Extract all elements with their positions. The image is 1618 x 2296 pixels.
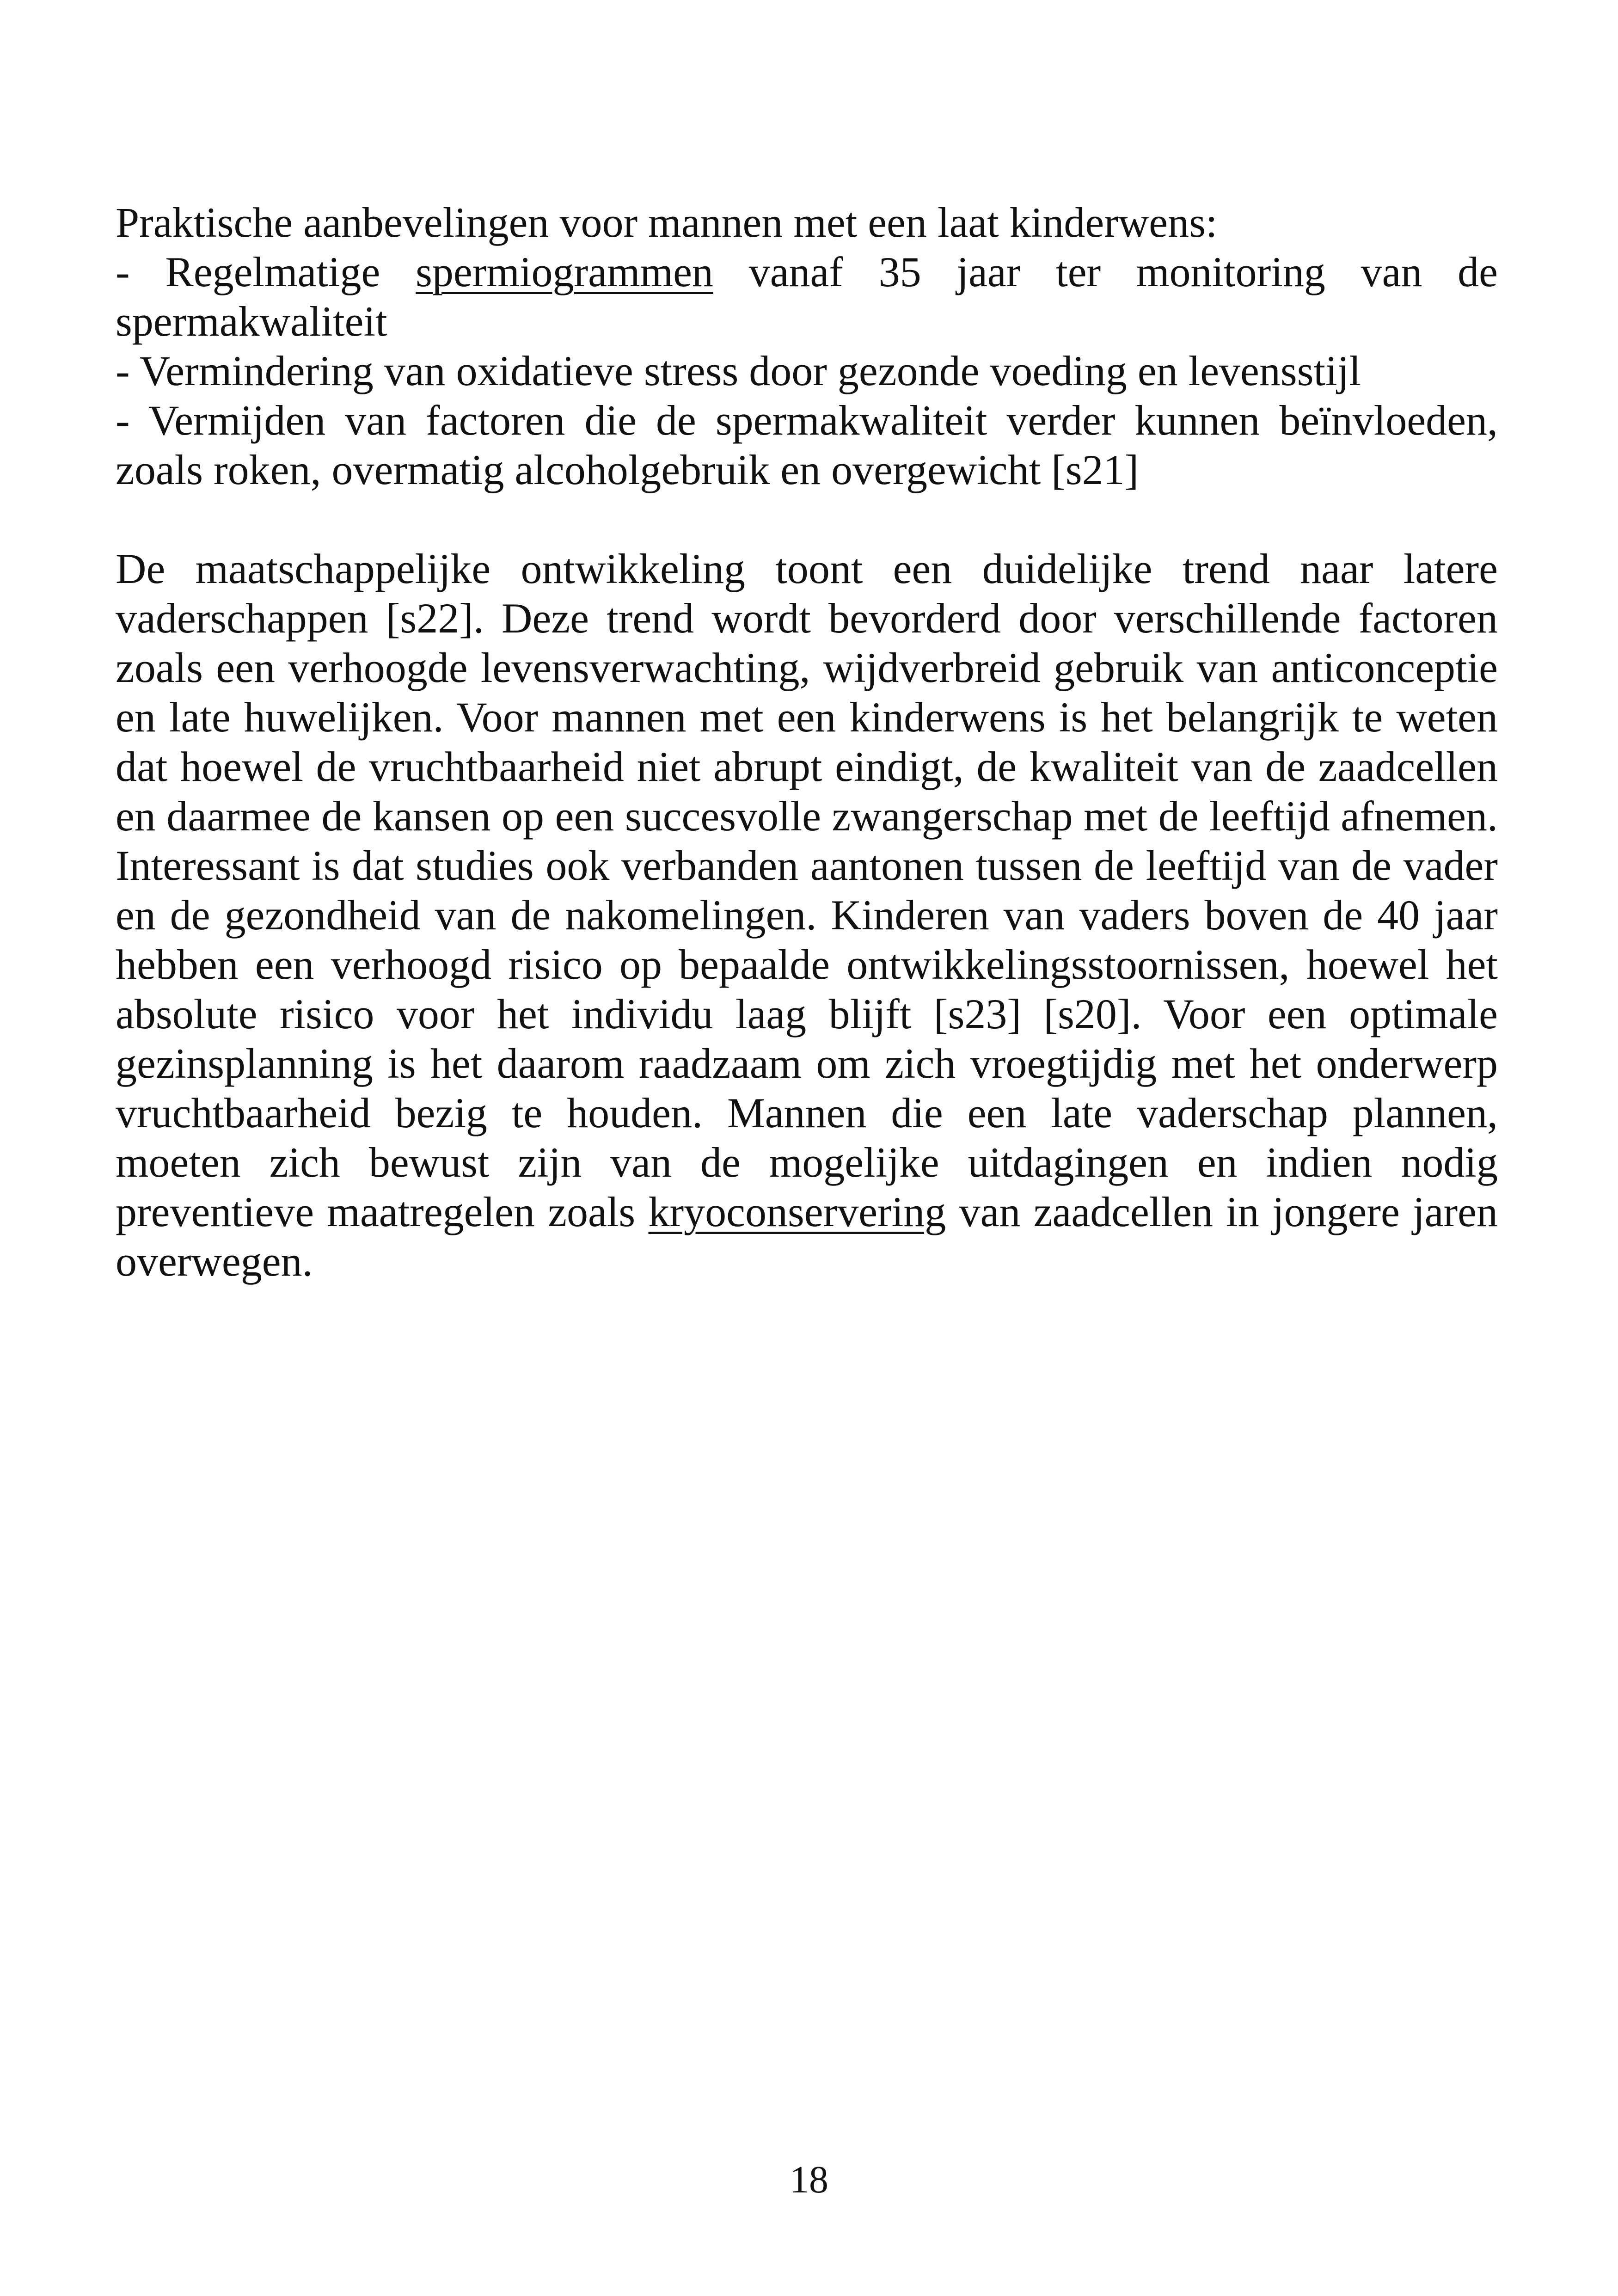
main-paragraph-block (116, 544, 1498, 1286)
paragraph-spacer (116, 495, 1498, 544)
main-paragraph-ending: van zaadcellen in jongere jaren overwegen. (116, 1188, 1498, 1285)
recommendation-item-3: - Vermijden van factoren die de spermakwaliteit verder kunnen beïnvloeden, zoals roken, overmatig alcoholgebruik en overgewicht [s21] (116, 397, 1498, 493)
recommendation-item-1 (116, 247, 1498, 346)
recommendation-item-1-suffix: vanaf 35 jaar ter monitoring van de spermakwaliteit (116, 248, 1498, 345)
spermiogrammen-term: spermiogrammen (416, 248, 713, 295)
kryoconservering-term: kryoconservering (648, 1188, 946, 1235)
recommendation-item-1-prefix: - Regelmatige (116, 248, 416, 295)
recommendations-list (116, 198, 1498, 495)
main-paragraph (116, 544, 1498, 1286)
page-body (116, 198, 1498, 1286)
page-number: 18 (790, 2158, 828, 2201)
recommendation-item-2: - Vermindering van oxidatieve stress door gezonde voeding en levensstijl (116, 347, 1361, 394)
recommendations-intro: Praktische aanbevelingen voor mannen met een laat kinderwens: (116, 199, 1218, 246)
main-paragraph-text: De maatschappelijke ontwikkeling toont een duidelijke trend naar latere vaderschappen [s22]. Deze trend wordt bevorderd door verschillende factoren zoals een verhoogde levensverwachting, wijdverbreid gebruik van anticonceptie en late huwelijken. Voor mannen met een kinderwens is het belangrijk te weten dat hoewel de vruchtbaarheid niet abrupt eindigt, de kwaliteit van de zaadcellen en daarmee de kansen op een succesvolle zwangerschap met de leeftijd afnemen. Interessant is dat studies ook verbanden aantonen tussen de leeftijd van de vader en de gezondheid van de nakomelingen. Kinderen van vaders boven de 40 jaar hebben een verhoogd risico op bepaalde ontwikkelingsstoornissen, hoewel het absolute risico voor het individu laag blijft [s23] [s20]. Voor een optimale gezinsplanning is het daarom raadzaam om zich vroegtijdig met het onderwerp vruchtbaarheid bezig te houden. Mannen die een late vaderschap plannen, moeten zich bewust zijn van de mogelijke uitdagingen en indien nodig preventieve maatregelen zoals (116, 545, 1498, 1235)
